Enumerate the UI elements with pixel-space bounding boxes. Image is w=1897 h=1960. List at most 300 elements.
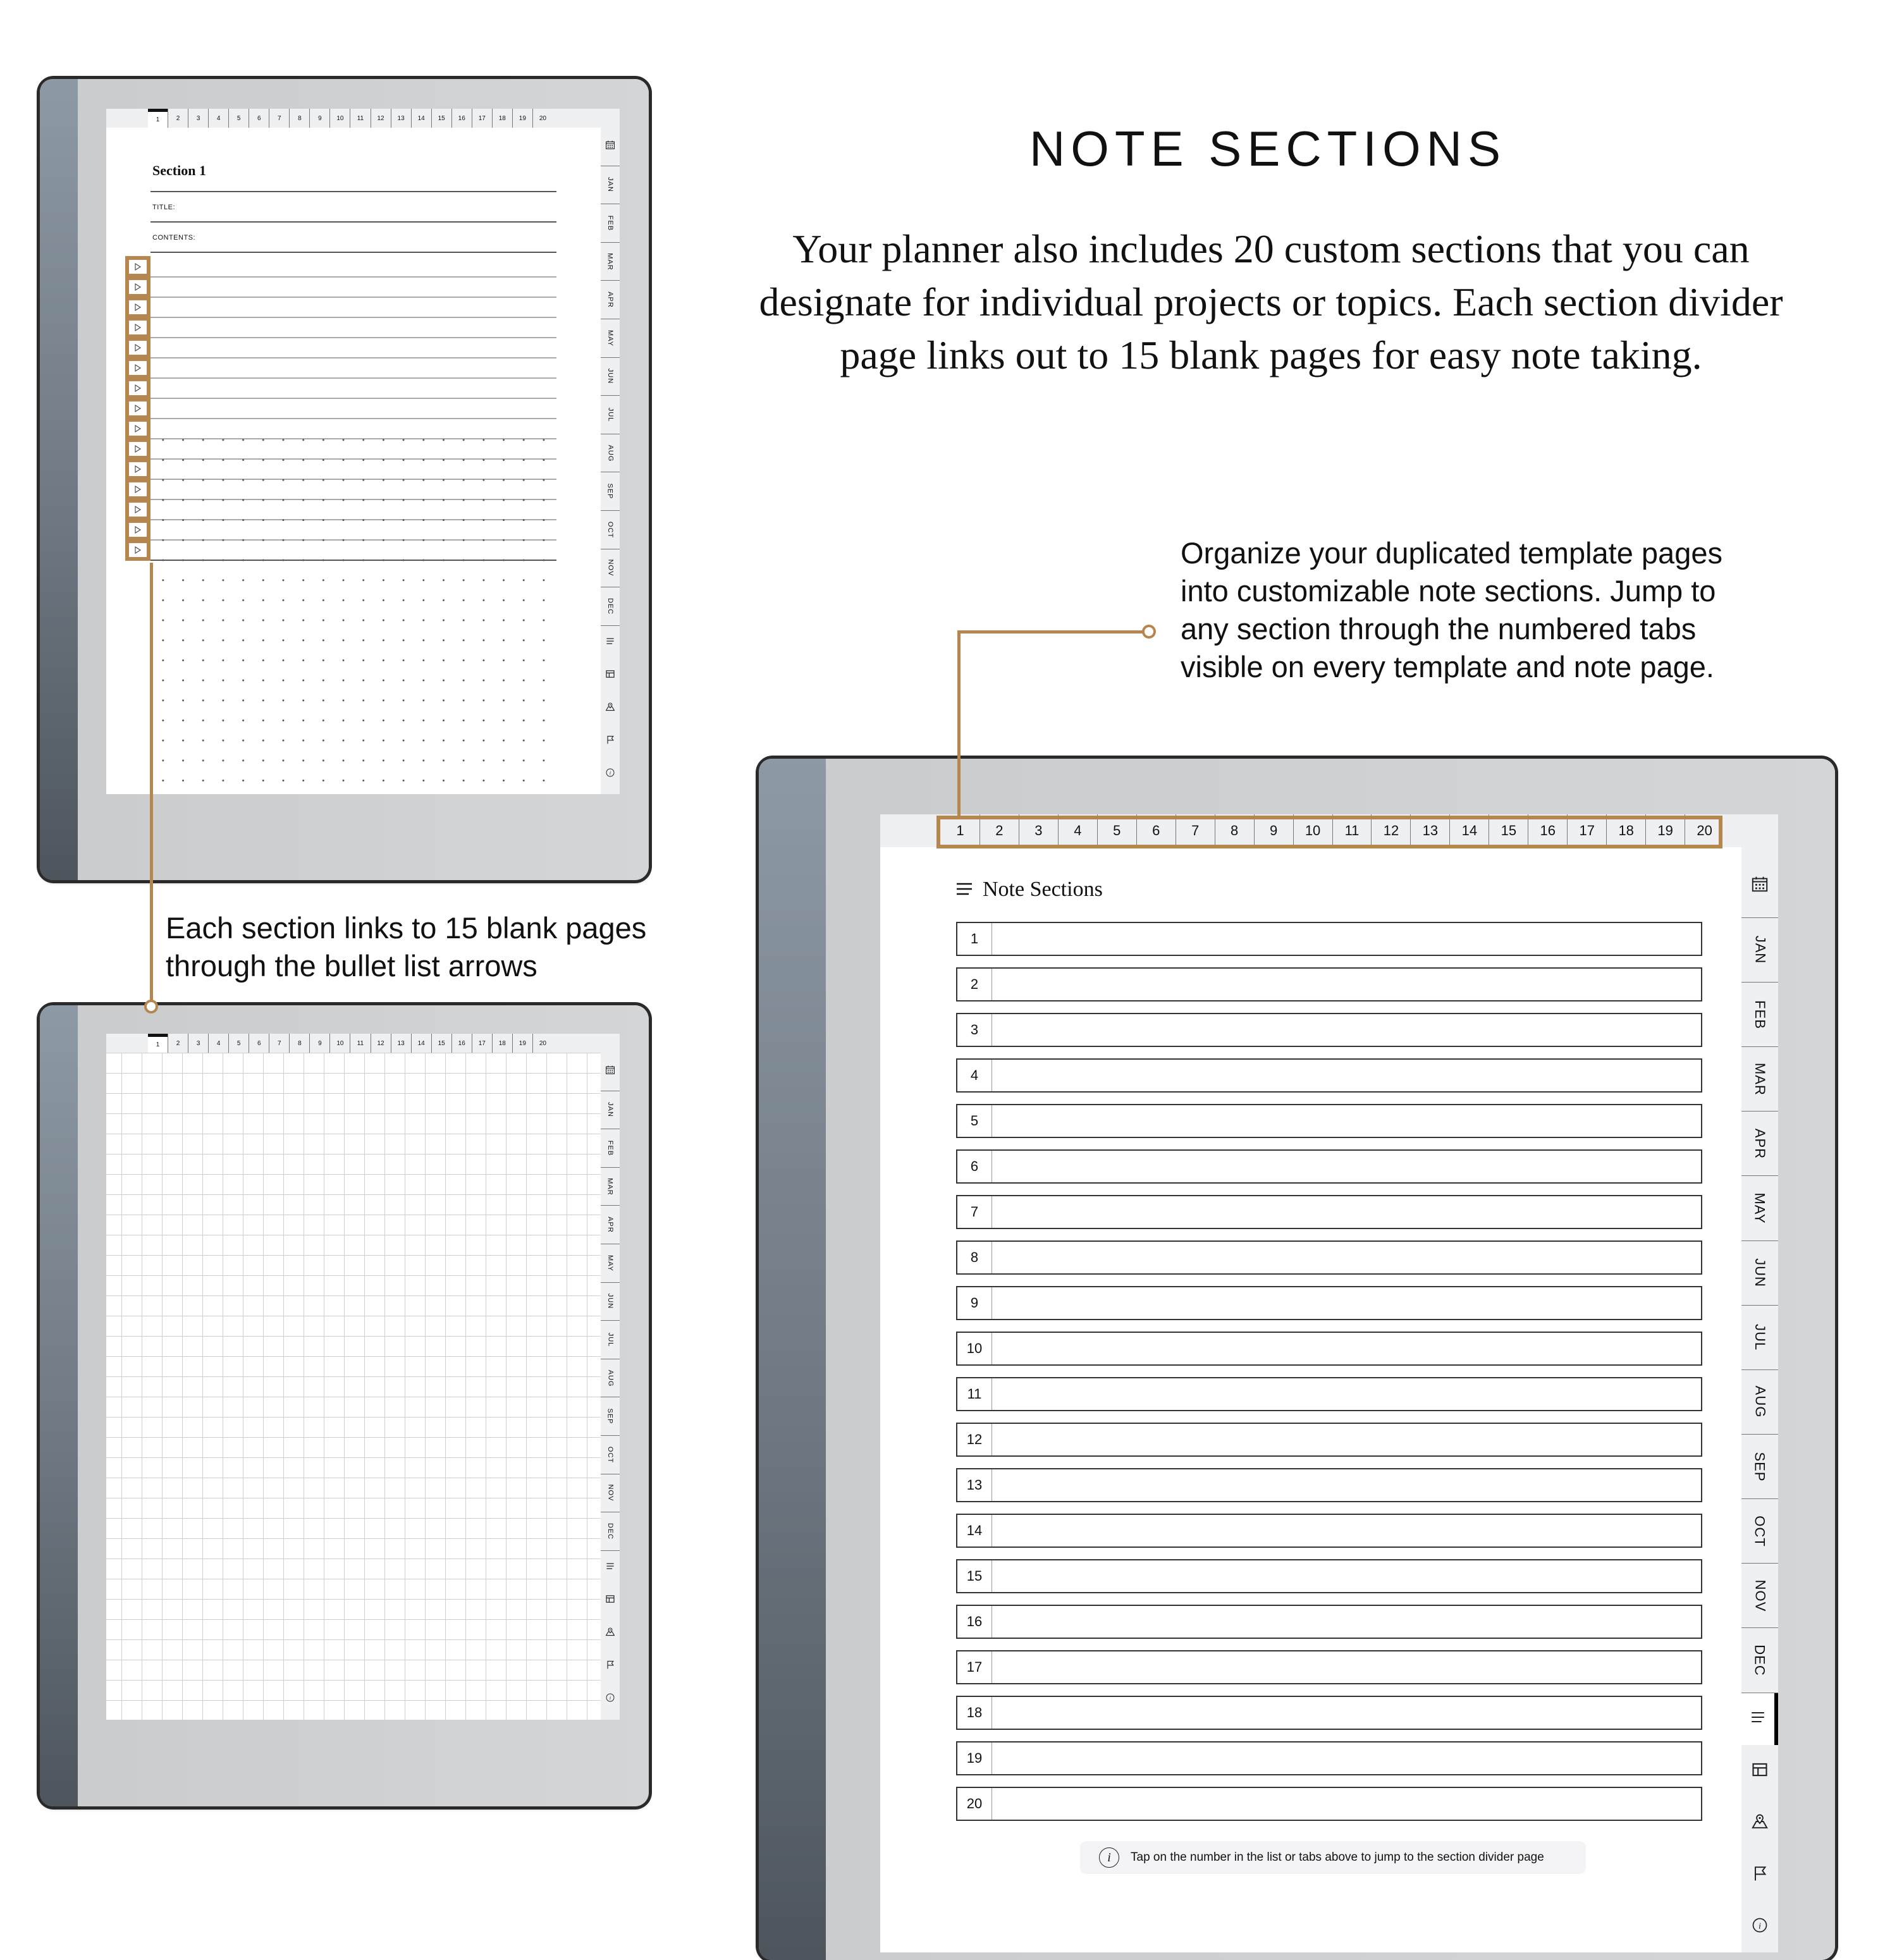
- note-section-number[interactable]: 4: [957, 1060, 992, 1091]
- contents-label: CONTENTS:: [152, 234, 196, 242]
- note-section-name-field[interactable]: [992, 923, 1701, 955]
- note-section-row: [956, 1195, 1702, 1229]
- side-tab-apr[interactable]: [601, 1206, 620, 1244]
- bullet-arrow-link[interactable]: [129, 300, 147, 314]
- note-section-row: [956, 1605, 1702, 1639]
- side-tab-label: FEB: [1752, 1000, 1768, 1029]
- side-tab-may[interactable]: [601, 319, 620, 358]
- side-tab-label: OCT: [606, 1446, 614, 1463]
- side-tab-label: JUL: [606, 407, 614, 422]
- section-tab-8[interactable]: 8: [289, 1034, 309, 1053]
- side-tab-label: MAY: [606, 1254, 614, 1271]
- callout-line: visible on every template and note page.: [1181, 650, 1714, 683]
- section-tab-1[interactable]: 1: [956, 823, 964, 838]
- side-tab-label: SEP: [606, 483, 614, 499]
- note-section-name-field[interactable]: [992, 1606, 1701, 1638]
- side-tab-label: FEB: [606, 215, 614, 231]
- bullet-line[interactable]: [150, 377, 556, 379]
- side-tab-sep[interactable]: [1741, 1435, 1778, 1499]
- section-tab-19[interactable]: 19: [512, 1034, 532, 1053]
- side-tab-label: DEC: [1752, 1645, 1768, 1676]
- side-tab-mar[interactable]: [601, 243, 620, 281]
- dot-grid: [144, 430, 555, 790]
- callout-bullet-arrows: [166, 909, 672, 985]
- section-tab-16[interactable]: 16: [1528, 814, 1567, 847]
- section-tab-9[interactable]: 9: [309, 109, 329, 128]
- side-tab-list[interactable]: [601, 626, 620, 659]
- connector-line: [957, 630, 1145, 634]
- note-section-row: [956, 1058, 1702, 1093]
- section-tab-1[interactable]: 1: [148, 109, 168, 128]
- side-tab-oct[interactable]: [601, 511, 620, 549]
- side-tab-aug[interactable]: [1741, 1370, 1778, 1435]
- note-section-name-field[interactable]: [992, 1651, 1701, 1683]
- callout-line: any section through the numbered tabs: [1181, 612, 1697, 646]
- side-tab-label: JUL: [1752, 1324, 1768, 1351]
- callout-line: into customizable note sections. Jump to: [1181, 574, 1716, 608]
- device-section-page: [40, 79, 649, 880]
- note-section-name-field[interactable]: [992, 1060, 1701, 1091]
- bullet-line[interactable]: [150, 337, 556, 338]
- section-tab-4[interactable]: 4: [208, 109, 228, 128]
- section-tab-17[interactable]: 17: [472, 109, 492, 128]
- note-section-number[interactable]: 11: [957, 1378, 992, 1410]
- note-section-row: [956, 1013, 1702, 1047]
- flag-icon: [1751, 1865, 1769, 1885]
- side-tab-calendar[interactable]: [601, 128, 620, 166]
- side-tab-layout[interactable]: [601, 659, 620, 692]
- side-tab-calendar[interactable]: [601, 1053, 620, 1091]
- bullet-arrow-link[interactable]: [129, 361, 147, 375]
- side-tab-apr[interactable]: [1741, 1112, 1778, 1176]
- note-section-name-field[interactable]: [992, 1788, 1701, 1820]
- layout-icon: [605, 1594, 615, 1607]
- bullet-line[interactable]: [150, 317, 556, 318]
- section-tab-11[interactable]: 11: [350, 109, 370, 128]
- layout-icon: [605, 669, 615, 682]
- note-section-number[interactable]: 20: [957, 1788, 992, 1820]
- list-icon: [956, 878, 973, 902]
- section-tab-row: [106, 109, 620, 128]
- note-section-number[interactable]: 17: [957, 1651, 992, 1683]
- device-grid-page: [40, 1005, 649, 1806]
- side-tab-label: JUN: [606, 1294, 614, 1309]
- section-tab-10[interactable]: 10: [329, 1034, 350, 1053]
- section-tab-5[interactable]: 5: [228, 1034, 249, 1053]
- side-nav: [601, 1053, 620, 1720]
- side-tab-label: JAN: [606, 177, 614, 193]
- side-tab-label: AUG: [606, 444, 614, 462]
- bullet-arrow-link[interactable]: [129, 401, 147, 415]
- note-section-name-field[interactable]: [992, 1151, 1701, 1182]
- play-arrow-icon: [134, 342, 142, 354]
- section-tab-4[interactable]: 4: [208, 1034, 228, 1053]
- side-tab-label: AUG: [606, 1369, 614, 1387]
- section-tab-2[interactable]: 2: [168, 109, 188, 128]
- side-tab-map-pin[interactable]: [1741, 1797, 1778, 1849]
- bullet-line[interactable]: [150, 418, 556, 419]
- connector-dot: [144, 1000, 158, 1014]
- intro-line: page links out to 15 blank pages for easy note taking.: [840, 333, 1702, 377]
- note-section-number[interactable]: 19: [957, 1743, 992, 1774]
- bullet-arrow-link[interactable]: [129, 341, 147, 355]
- map-pin-icon: [1751, 1813, 1769, 1833]
- side-tab-jul[interactable]: [601, 396, 620, 434]
- section-tab-9[interactable]: 9: [309, 1034, 329, 1053]
- flag-icon: [605, 735, 615, 747]
- note-section-number[interactable]: 14: [957, 1515, 992, 1547]
- side-tab-jan[interactable]: [601, 1091, 620, 1130]
- note-section-row: [956, 1377, 1702, 1411]
- side-tab-may[interactable]: [1741, 1176, 1778, 1240]
- connector-line: [150, 563, 153, 1005]
- section-tab-15[interactable]: 15: [1489, 814, 1528, 847]
- note-sections-title: Note Sections: [983, 878, 1103, 901]
- side-tab-aug[interactable]: [601, 434, 620, 473]
- note-section-row: [956, 1741, 1702, 1775]
- side-tab-label: MAY: [606, 329, 614, 346]
- note-section-name-field[interactable]: [992, 1469, 1701, 1501]
- side-tab-oct[interactable]: [601, 1436, 620, 1474]
- side-tab-layout[interactable]: [1741, 1745, 1778, 1797]
- bullet-arrow-link[interactable]: [129, 280, 147, 294]
- side-tab-dec[interactable]: [601, 587, 620, 626]
- side-tab-info[interactable]: [601, 757, 620, 790]
- note-section-row: [956, 1332, 1702, 1366]
- note-section-row: [956, 1240, 1702, 1275]
- section-tab-17[interactable]: 17: [472, 1034, 492, 1053]
- bullet-line[interactable]: [150, 297, 556, 298]
- title-label: TITLE:: [152, 204, 176, 211]
- side-tab-sep[interactable]: [601, 1397, 620, 1436]
- section-tab-18[interactable]: 18: [492, 109, 512, 128]
- section-tab-12[interactable]: 12: [1371, 814, 1410, 847]
- bullet-arrow-link[interactable]: [129, 381, 147, 395]
- side-nav: [601, 128, 620, 794]
- section-tab-10[interactable]: 10: [1293, 814, 1332, 847]
- side-tab-label: NOV: [606, 1484, 614, 1502]
- section-tab-3[interactable]: 3: [1019, 814, 1058, 847]
- side-tab-nov[interactable]: [601, 549, 620, 588]
- side-tab-oct[interactable]: [1741, 1499, 1778, 1564]
- side-tab-nov[interactable]: [1741, 1564, 1778, 1628]
- section-tab-12[interactable]: 12: [371, 109, 391, 128]
- note-section-name-field[interactable]: [992, 1333, 1701, 1364]
- connector-dot: [1142, 625, 1156, 639]
- connector-line: [957, 631, 961, 817]
- bullet-line[interactable]: [150, 276, 556, 278]
- map-pin-icon: [605, 702, 615, 714]
- section-tab-14[interactable]: 14: [1449, 814, 1489, 847]
- side-tab-jul[interactable]: [1741, 1306, 1778, 1370]
- side-tab-map-pin[interactable]: [601, 692, 620, 725]
- play-arrow-icon: [134, 281, 142, 293]
- section-tab-8[interactable]: 8: [1215, 814, 1254, 847]
- side-tab-nov[interactable]: [601, 1474, 620, 1513]
- note-section-row: [956, 922, 1702, 956]
- play-arrow-icon: [134, 403, 142, 415]
- side-tab-apr[interactable]: [601, 281, 620, 319]
- side-tab-jan[interactable]: [601, 166, 620, 205]
- side-tab-mar[interactable]: [601, 1168, 620, 1206]
- side-tab-flag[interactable]: [601, 1650, 620, 1682]
- play-arrow-icon: [134, 261, 142, 273]
- side-tab-dec[interactable]: [601, 1512, 620, 1551]
- play-arrow-icon: [134, 362, 142, 374]
- section-tab-8[interactable]: 8: [289, 109, 309, 128]
- callout-line: Organize your duplicated template pages: [1181, 536, 1722, 570]
- note-section-row: [956, 967, 1702, 1001]
- section-tab-19[interactable]: 19: [512, 109, 532, 128]
- note-section-number[interactable]: 9: [957, 1287, 992, 1319]
- note-section-row: [956, 1286, 1702, 1320]
- bullet-arrow-link[interactable]: [129, 321, 147, 334]
- square-grid[interactable]: [106, 1053, 601, 1720]
- section-tab-16[interactable]: 16: [451, 1034, 472, 1053]
- note-section-number[interactable]: 2: [957, 969, 992, 1000]
- side-tab-map-pin[interactable]: [601, 1617, 620, 1650]
- side-tab-feb[interactable]: [1741, 983, 1778, 1047]
- note-section-name-field[interactable]: [992, 1560, 1701, 1592]
- section-page-screen: [106, 109, 620, 794]
- note-section-number[interactable]: 15: [957, 1560, 992, 1592]
- play-arrow-icon: [134, 383, 142, 395]
- side-tab-info[interactable]: [1741, 1901, 1778, 1952]
- play-arrow-icon: [134, 423, 142, 435]
- side-tab-list[interactable]: [601, 1551, 620, 1584]
- side-tab-label: MAR: [606, 252, 614, 271]
- play-arrow-icon: [134, 443, 142, 455]
- note-sections-screen: [880, 814, 1778, 1952]
- section-tab-6[interactable]: 6: [249, 109, 269, 128]
- grid-page-screen: [106, 1034, 620, 1720]
- note-section-number[interactable]: 8: [957, 1242, 992, 1273]
- note-section-name-field[interactable]: [992, 1014, 1701, 1046]
- side-tab-calendar[interactable]: [1741, 854, 1778, 918]
- bullet-arrow-link[interactable]: [129, 260, 147, 274]
- play-arrow-icon: [134, 302, 142, 314]
- side-tab-dec[interactable]: [1741, 1628, 1778, 1693]
- side-tab-feb[interactable]: [601, 1129, 620, 1168]
- note-section-row: [956, 1149, 1702, 1184]
- bullet-line[interactable]: [150, 398, 556, 399]
- side-tab-info[interactable]: [601, 1682, 620, 1715]
- note-section-number[interactable]: 12: [957, 1424, 992, 1455]
- section-tab-10[interactable]: 10: [329, 109, 350, 128]
- side-tab-label: JUL: [606, 1332, 614, 1347]
- callout-numbered-tabs: [1181, 534, 1813, 686]
- note-section-name-field[interactable]: [992, 1196, 1701, 1228]
- side-tab-label: NOV: [1752, 1579, 1768, 1612]
- section-tab-18[interactable]: 18: [492, 1034, 512, 1053]
- calendar-icon: [1751, 875, 1769, 896]
- calendar-icon: [605, 1065, 615, 1078]
- section-tab-16[interactable]: 16: [451, 109, 472, 128]
- intro-line: Your planner also includes 20 custom sections that you can: [792, 226, 1750, 271]
- section-tab-19[interactable]: 19: [1645, 814, 1685, 847]
- info-icon: [605, 1693, 615, 1705]
- note-section-name-field[interactable]: [992, 1287, 1701, 1319]
- note-section-row: [956, 1650, 1702, 1684]
- note-sections-heading: [956, 878, 1103, 902]
- section-tab-11[interactable]: 11: [350, 1034, 370, 1053]
- section-tab-2[interactable]: 2: [168, 1034, 188, 1053]
- section-tab-11[interactable]: 11: [1332, 814, 1372, 847]
- section-tab-14[interactable]: 14: [411, 1034, 431, 1053]
- divider: [150, 191, 556, 192]
- play-arrow-icon: [134, 484, 142, 496]
- svg-text:i: i: [609, 1694, 611, 1701]
- side-tab-list[interactable]: [1741, 1693, 1778, 1745]
- section-tab-7[interactable]: 7: [269, 1034, 289, 1053]
- device-spine: [40, 79, 78, 880]
- note-section-number[interactable]: 7: [957, 1196, 992, 1228]
- side-tab-label: APR: [606, 291, 614, 308]
- side-tab-jun[interactable]: [601, 358, 620, 396]
- side-tab-label: MAR: [606, 1177, 614, 1196]
- note-section-number[interactable]: 3: [957, 1014, 992, 1046]
- note-section-number[interactable]: 13: [957, 1469, 992, 1501]
- side-tab-label: OCT: [606, 521, 614, 538]
- play-arrow-icon: [134, 504, 142, 516]
- note-section-name-field[interactable]: [992, 1378, 1701, 1410]
- section-tab-6[interactable]: 6: [1136, 814, 1176, 847]
- play-arrow-icon: [134, 524, 142, 536]
- side-tab-label: MAY: [1752, 1192, 1768, 1224]
- section-tab-17[interactable]: 17: [1567, 814, 1606, 847]
- intro-paragraph: [670, 223, 1872, 382]
- intro-line: designate for individual projects or topics. Each section divider: [759, 279, 1783, 324]
- side-tab-mar[interactable]: [1741, 1047, 1778, 1112]
- section-tab-7[interactable]: 7: [269, 109, 289, 128]
- section-tab-3[interactable]: 3: [188, 109, 208, 128]
- section-tab-13[interactable]: 13: [1410, 814, 1449, 847]
- map-pin-icon: [605, 1627, 615, 1639]
- side-tab-flag[interactable]: [1741, 1849, 1778, 1901]
- bullet-line[interactable]: [150, 357, 556, 358]
- note-section-number[interactable]: 1: [957, 923, 992, 955]
- section-tab-7[interactable]: 7: [1176, 814, 1215, 847]
- info-icon: [605, 768, 615, 780]
- side-tab-label: SEP: [1752, 1452, 1768, 1482]
- section-tab-20[interactable]: 20: [532, 109, 553, 128]
- side-tab-jan[interactable]: [1741, 918, 1778, 983]
- play-arrow-icon: [134, 463, 142, 475]
- section-tab-1[interactable]: 1: [148, 1034, 168, 1053]
- note-section-name-field[interactable]: [992, 1242, 1701, 1273]
- calendar-icon: [605, 140, 615, 153]
- side-tab-sep[interactable]: [601, 472, 620, 511]
- callout-line: through the bullet list arrows: [166, 949, 537, 983]
- section-tab-3[interactable]: 3: [188, 1034, 208, 1053]
- side-tab-layout[interactable]: [601, 1584, 620, 1617]
- section-tab-13[interactable]: 13: [391, 109, 411, 128]
- section-tab-18[interactable]: 18: [1606, 814, 1645, 847]
- side-tab-label: APR: [606, 1216, 614, 1233]
- note-section-number[interactable]: 6: [957, 1151, 992, 1182]
- note-section-name-field[interactable]: [992, 1105, 1701, 1137]
- side-nav-spacer: [1741, 847, 1778, 854]
- device-spine: [759, 759, 826, 1960]
- side-tab-jul[interactable]: [601, 1321, 620, 1359]
- svg-text:i: i: [1759, 1921, 1761, 1932]
- svg-text:i: i: [609, 769, 611, 776]
- section-tab-13[interactable]: 13: [391, 1034, 411, 1053]
- side-tab-label: SEP: [606, 1408, 614, 1424]
- callout-line: Each section links to 15 blank pages: [166, 911, 647, 945]
- side-tab-label: DEC: [606, 597, 614, 615]
- section-tab-12[interactable]: 12: [371, 1034, 391, 1053]
- device-note-sections: [759, 759, 1835, 1960]
- section-tab-5[interactable]: 5: [1097, 814, 1136, 847]
- note-section-name-field[interactable]: [992, 969, 1701, 1000]
- layout-icon: [1751, 1761, 1769, 1781]
- note-section-row: [956, 1423, 1702, 1457]
- section-tab-20[interactable]: 20: [1685, 814, 1724, 847]
- side-tab-label: JAN: [606, 1102, 614, 1118]
- section-tab-4[interactable]: 4: [1058, 814, 1097, 847]
- side-tab-label: MAR: [1752, 1062, 1768, 1096]
- section-tab-15[interactable]: 15: [431, 109, 451, 128]
- info-icon: i: [1099, 1847, 1119, 1868]
- section-tab-5[interactable]: 5: [228, 109, 249, 128]
- side-tab-label: JUN: [606, 369, 614, 384]
- section-tab-20[interactable]: 20: [532, 1034, 553, 1053]
- side-tab-label: FEB: [606, 1140, 614, 1156]
- side-tab-label: JAN: [1752, 936, 1768, 964]
- side-tab-may[interactable]: [601, 1244, 620, 1283]
- list-icon: [605, 636, 615, 649]
- section-tabs: [148, 109, 553, 128]
- side-nav: [1741, 847, 1778, 1952]
- section-tab-9[interactable]: 9: [1254, 814, 1293, 847]
- side-tab-label: OCT: [1752, 1516, 1768, 1547]
- section-tab-row: [106, 1034, 620, 1053]
- side-tab-flag[interactable]: [601, 725, 620, 757]
- side-tab-feb[interactable]: [601, 204, 620, 243]
- section-tab-14[interactable]: 14: [411, 109, 431, 128]
- note-section-number[interactable]: 18: [957, 1697, 992, 1729]
- play-arrow-icon: [134, 544, 142, 556]
- note-section-row: [956, 1559, 1702, 1593]
- section-tab-15[interactable]: 15: [431, 1034, 451, 1053]
- section-tab-6[interactable]: 6: [249, 1034, 269, 1053]
- hint-bar: [1080, 1841, 1586, 1874]
- note-section-number[interactable]: 5: [957, 1105, 992, 1137]
- note-section-row: [956, 1514, 1702, 1548]
- page-headline: NOTE SECTIONS: [1029, 121, 1507, 176]
- section-tab-2[interactable]: 2: [979, 814, 1019, 847]
- note-section-name-field[interactable]: [992, 1424, 1701, 1455]
- device-spine: [40, 1005, 78, 1806]
- note-section-row: [956, 1468, 1702, 1502]
- side-tab-label: APR: [1752, 1128, 1768, 1160]
- note-section-row: [956, 1696, 1702, 1730]
- side-tab-jun[interactable]: [1741, 1241, 1778, 1306]
- note-section-name-field[interactable]: [992, 1697, 1701, 1729]
- side-tab-label: AUG: [1752, 1386, 1768, 1418]
- note-section-number[interactable]: 16: [957, 1606, 992, 1638]
- divider: [150, 252, 556, 253]
- side-tab-label: NOV: [606, 559, 614, 577]
- note-section-name-field[interactable]: [992, 1515, 1701, 1547]
- note-section-name-field[interactable]: [992, 1743, 1701, 1774]
- note-section-number[interactable]: 10: [957, 1333, 992, 1364]
- side-tab-jun[interactable]: [601, 1283, 620, 1321]
- note-section-row: [956, 1787, 1702, 1821]
- note-section-row: [956, 1104, 1702, 1138]
- side-tab-aug[interactable]: [601, 1359, 620, 1398]
